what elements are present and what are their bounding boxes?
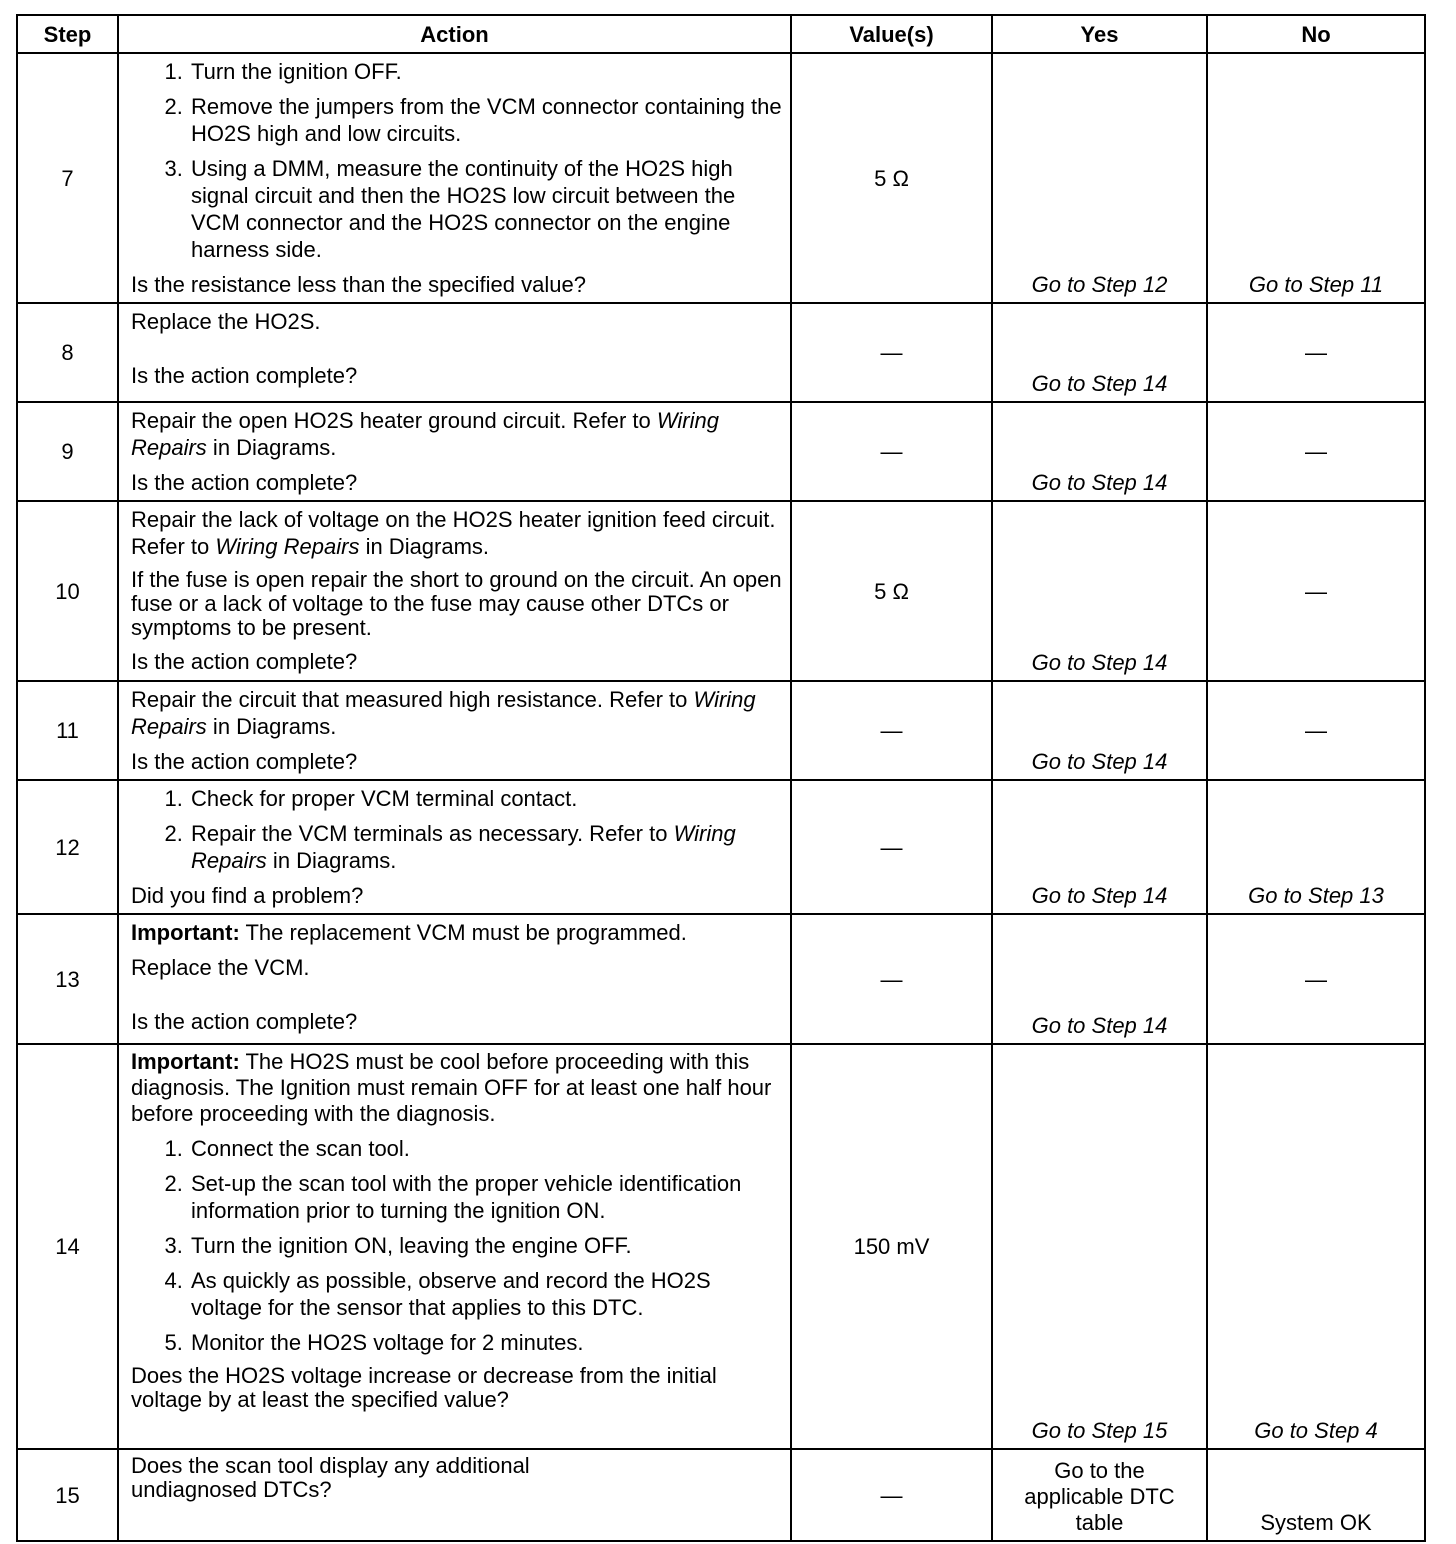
question: Is the action complete? — [131, 649, 358, 674]
list-item: 3. Turn the ignition ON, leaving the engine OFF. — [189, 1232, 782, 1259]
no-link: — — [1207, 501, 1425, 681]
value: — — [791, 402, 992, 501]
important-label: Important: — [131, 920, 240, 945]
yes-link: Go to Step 12 — [992, 53, 1207, 303]
question: Is the action complete? — [131, 1009, 358, 1034]
value: — — [791, 303, 992, 402]
table-row — [17, 914, 1425, 1044]
no-link: Go to Step 13 — [1207, 780, 1425, 914]
action-text: Repair the circuit that measured high resistance. Refer to Wiring Repairs in Diagrams. — [131, 687, 756, 739]
list-item: 2. Repair the VCM terminals as necessary. Refer to Wiring Repairs in Diagrams. — [189, 820, 782, 874]
wiring-repairs-ref: Wiring Repairs — [131, 408, 719, 460]
action-list — [131, 785, 782, 874]
no-link: Go to Step 4 — [1207, 1044, 1425, 1449]
important-label: Important: — [131, 1049, 240, 1074]
step-number: 9 — [17, 402, 118, 501]
action-cell — [118, 501, 791, 681]
no-link: — — [1207, 303, 1425, 402]
header-values: Value(s) — [791, 15, 992, 53]
no-link: — — [1207, 402, 1425, 501]
step-number: 15 — [17, 1449, 118, 1541]
yes-link: Go to Step 14 — [992, 402, 1207, 501]
important-note: Important: The replacement VCM must be programmed. — [131, 920, 687, 945]
wiring-repairs-ref: Wiring Repairs — [191, 821, 736, 873]
question: Is the resistance less than the specified value? — [131, 272, 586, 297]
diagnostic-table — [16, 14, 1426, 1542]
question: Is the action complete? — [131, 470, 358, 495]
step-number: 14 — [17, 1044, 118, 1449]
value: 5 Ω — [791, 501, 992, 681]
action-cell — [118, 53, 791, 303]
header-yes: Yes — [992, 15, 1207, 53]
header-no: No — [1207, 15, 1425, 53]
important-note: Important: The HO2S must be cool before proceeding with this diagnosis. The Ignition must remain OFF for at least one half hour before proceeding with the diagnosis. — [131, 1049, 772, 1126]
list-item: 2. Remove the jumpers from the VCM connector containing the HO2S high and low circuits. — [189, 93, 782, 147]
step-number: 7 — [17, 53, 118, 303]
header-row — [17, 15, 1425, 53]
action-cell — [118, 1449, 791, 1541]
yes-link: Go to Step 14 — [992, 303, 1207, 402]
step-number: 12 — [17, 780, 118, 914]
list-item: 1. Connect the scan tool. — [189, 1135, 782, 1162]
list-item: 4. As quickly as possible, observe and record the HO2S voltage for the sensor that applies to this DTC. — [189, 1267, 782, 1321]
value: — — [791, 681, 992, 780]
table-row — [17, 1449, 1425, 1541]
note-text: If the fuse is open repair the short to ground on the circuit. An open fuse or a lack of voltage to the fuse may cause other DTCs or symptoms to be present. — [131, 567, 782, 640]
list-item: 3. Using a DMM, measure the continuity of the HO2S high signal circuit and then the HO2S low circuit between the VCM connector and the HO2S connector on the engine harness side. — [189, 155, 782, 263]
action-text: Repair the open HO2S heater ground circuit. Refer to Wiring Repairs in Diagrams. — [131, 408, 719, 460]
value: — — [791, 1449, 992, 1541]
table-row — [17, 303, 1425, 402]
action-cell — [118, 303, 791, 402]
header-step: Step — [17, 15, 118, 53]
value: 150 mV — [791, 1044, 992, 1449]
step-number: 13 — [17, 914, 118, 1044]
yes-link: Go to Step 15 — [992, 1044, 1207, 1449]
step-number: 8 — [17, 303, 118, 402]
wiring-repairs-ref: Wiring Repairs — [215, 534, 360, 559]
action-list — [131, 58, 782, 263]
yes-link: Go to Step 14 — [992, 914, 1207, 1044]
action-text: Repair the lack of voltage on the HO2S heater ignition feed circuit. Refer to Wiring Repairs in Diagrams. — [131, 507, 776, 559]
wiring-repairs-ref: Wiring Repairs — [131, 687, 756, 739]
no-link: — — [1207, 914, 1425, 1044]
value: 5 Ω — [791, 53, 992, 303]
action-cell — [118, 681, 791, 780]
table-row — [17, 1044, 1425, 1449]
action-text: Replace the VCM. — [131, 955, 310, 980]
value: — — [791, 780, 992, 914]
yes-link: Go to Step 14 — [992, 501, 1207, 681]
value: — — [791, 914, 992, 1044]
question: Did you find a problem? — [131, 883, 364, 908]
question: Is the action complete? — [131, 363, 358, 388]
action-cell — [118, 402, 791, 501]
question: Does the HO2S voltage increase or decrease from the initial voltage by at least the specified value? — [131, 1363, 717, 1412]
question: Is the action complete? — [131, 749, 358, 774]
action-cell — [118, 914, 791, 1044]
table-row — [17, 501, 1425, 681]
list-item: 2. Set-up the scan tool with the proper vehicle identification information prior to turning the ignition ON. — [189, 1170, 782, 1224]
table-row — [17, 402, 1425, 501]
no-link: Go to Step 11 — [1207, 53, 1425, 303]
list-item: 5. Monitor the HO2S voltage for 2 minutes. — [189, 1329, 782, 1356]
table-row — [17, 53, 1425, 303]
question: Does the scan tool display any additional undiagnosed DTCs? — [131, 1453, 530, 1502]
action-text: Replace the HO2S. — [131, 309, 321, 334]
yes-link: Go to the applicable DTC table — [992, 1449, 1207, 1541]
list-item: 1. Check for proper VCM terminal contact. — [189, 785, 782, 812]
action-cell — [118, 1044, 791, 1449]
table-row — [17, 681, 1425, 780]
yes-link: Go to Step 14 — [992, 780, 1207, 914]
step-number: 11 — [17, 681, 118, 780]
no-link: — — [1207, 681, 1425, 780]
action-list — [131, 1135, 782, 1356]
list-item: 1. Turn the ignition OFF. — [189, 58, 782, 85]
no-link: System OK — [1207, 1449, 1425, 1541]
action-cell — [118, 780, 791, 914]
step-number: 10 — [17, 501, 118, 681]
header-action: Action — [118, 15, 791, 53]
yes-link: Go to Step 14 — [992, 681, 1207, 780]
table-row — [17, 780, 1425, 914]
